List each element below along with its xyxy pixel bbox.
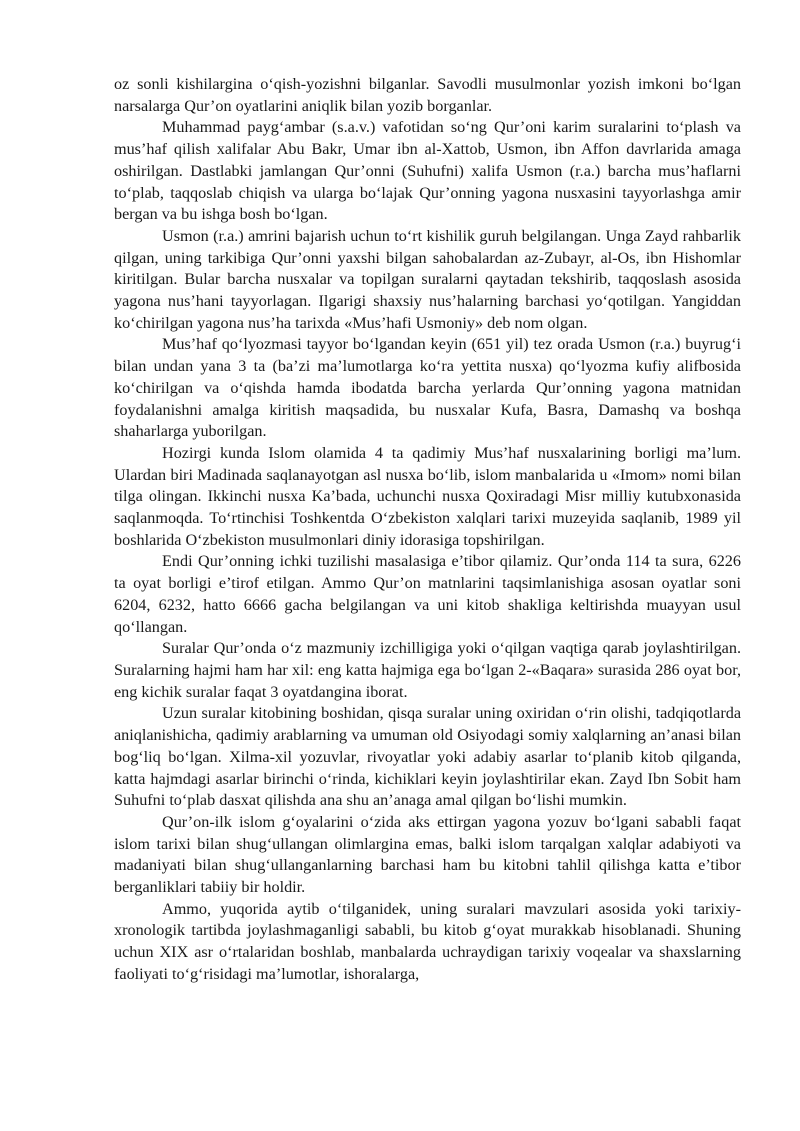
paragraph-9: Qur’on-ilk islom gʻoyalarini oʻzida aks ettirgan yagona yozuv boʻlgani sababli faqat islom tarixi bilan shugʻullangan olimlargina emas, balki islom tarqalgan xalqlar adabiyoti va madaniyati bilan shugʻullanganlarning barchasi ham bu kitobni tahlil qilishga katta e’tibor berganliklari tabiiy bir holdir.	[114, 812, 741, 897]
paragraph-10: Ammo, yuqorida aytib oʻtilganidek, uning suralari mavzulari asosida yoki tarixiy-xronologik tartibda joylashmaganligi sababli, bu kitob gʻoyat murakkab hisoblanadi. Shuning uchun XIX asr oʻrtalaridan boshlab, manbalarda uchraydigan tarixiy voqealar va shaxslarning faoliyati toʻgʻrisidagi ma’lumotlar, ishoralarga,	[114, 899, 741, 983]
paragraph-2: Muhammad paygʻambar (s.a.v.) vafotidan soʻng Qur’oni karim suralarini toʻplash va mus’haf qilish xalifalar Abu Bakr, Umar ibn al-Xattob, Usmon, ibn Affon davrlarida amaga oshirilgan. Dastlabki jamlangan Qur’onni (Suhufni) xalifa Usmon (r.a.) barcha mus’haflarni toʻplab, taqqoslab chiqish va ularga boʻlajak Qur’onning yagona nusxasini tayyorlashga amir bergan va bu ishga bosh boʻlgan.	[114, 118, 741, 224]
paragraph-5: Hozirgi kunda Islom olamida 4 ta qadimiy Mus’haf nusxalarining borligi ma’lum. Ulardan biri Madinada saqlanayotgan asl nusxa boʻlib, islom manbalarida u «Imom» nomi bilan tilga olingan. Ikkinchi nusxa Ka’bada, uchunchi nusxa Qoxiradagi Misr milliy kutubxonasida saqlanmoqda. Toʻrtinchisi Toshkentda Oʻzbekiston xalqlari tarixi muzeyida saqlanib, 1989 yil boshlarida Oʻzbekiston musulmonlari diniy idorasiga topshirilgan.	[114, 443, 741, 549]
paragraph-1: oz sonli kishilargina oʻqish-yozishni bilganlar. Savodli musulmonlar yozish imkoni boʻlgan narsalarga Qur’on oyatlarini aniqlik bilan yozib borganlar.	[114, 75, 741, 115]
paragraph-6: Endi Qur’onning ichki tuzilishi masalasiga e’tibor qilamiz. Qur’onda 114 ta sura, 6226 ta oyat borligi e’tirof etilgan. Ammo Qur’on matnlarini taqsimlanishiga asosan oyatlar soni 6204, 6232, hatto 6666 gacha belgilangan va uni kitob shakliga keltirishda muayyan usul qoʻllangan.	[114, 552, 741, 636]
document-page	[114, 74, 741, 986]
paragraph-4: Mus’haf qoʻlyozmasi tayyor boʻlgandan keyin (651 yil) tez orada Usmon (r.a.) buyrugʻi bilan undan yana 3 ta (ba’zi ma’lumotlarga koʻra yettita nusxa) qoʻlyozma kufiy alifbosida koʻchirilgan va oʻqishda hamda ibodatda barcha yerlarda Qur’onning yagona matnidan foydalanishni amalga kiritish maqsadida, bu nusxalar Kufa, Basra, Damashq va boshqa shaharlarga yuborilgan.	[114, 335, 741, 441]
paragraph-8: Uzun suralar kitobining boshidan, qisqa suralar uning oxiridan oʻrin olishi, tadqiqotlarda aniqlanishicha, qadimiy arablarning va umuman old Osiyodagi somiy xalqlarning an’anasi bilan bogʻliq boʻlgan. Xilma-xil yozuvlar, rivoyatlar yoki adabiy asarlar toʻplanib kitob qilganda, katta hajmdagi asarlar birinchi oʻrinda, kichiklari keyin joylashtirilar ekan. Zayd Ibn Sobit ham Suhufni toʻplab dasxat qilishda ana shu an’anaga amal qilgan boʻlishi mumkin.	[114, 704, 741, 810]
paragraph-3: Usmon (r.a.) amrini bajarish uchun toʻrt kishilik guruh belgilangan. Unga Zayd rahbarlik qilgan, uning tarkibiga Qur’onni yaxshi bilgan sahobalardan az-Zubayr, al-Os, ibn Hishomlar kiritilgan. Bular barcha nusxalar va topilgan suralarni qaytadan tekshirib, taqqoslash asosida yagona nus’hani tayyorlagan. Ilgarigi shaxsiy nus’halarning barchasi yoʻqotilgan. Yangiddan koʻchirilgan yagona nus’ha tarixda «Mus’hafi Usmoniy» deb nom olgan.	[114, 226, 741, 332]
paragraph-7: Suralar Qur’onda oʻz mazmuniy izchilligiga yoki oʻqilgan vaqtiga qarab joylashtirilgan. Suralarning hajmi ham har xil: eng katta hajmiga ega boʻlgan 2-«Baqara» surasida 286 oyat bor, eng kichik suralar faqat 3 oyatdangina iborat.	[114, 639, 741, 701]
